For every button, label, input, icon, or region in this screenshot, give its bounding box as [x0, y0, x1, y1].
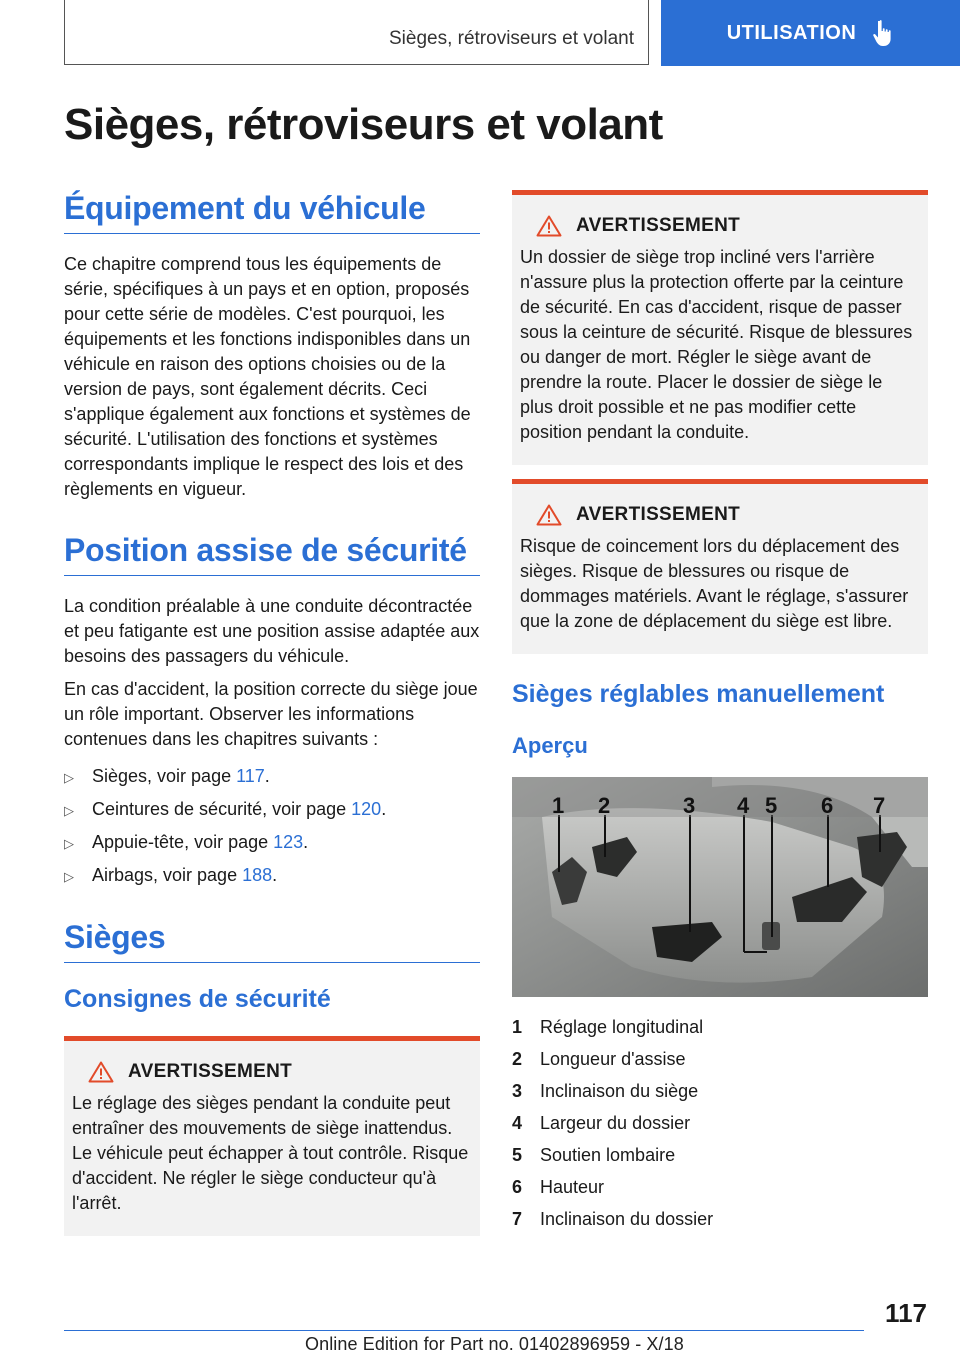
warning-title: AVERTISSEMENT: [128, 1061, 293, 1082]
seat-illustration: [512, 777, 928, 997]
left-column: [64, 190, 480, 1236]
page-link-120[interactable]: 120: [351, 799, 382, 819]
list-item: 5 Soutien lombaire: [512, 1145, 676, 1165]
triangle-bullet-icon: ▷: [64, 803, 74, 818]
warning-triangle-icon: [88, 1061, 114, 1083]
list-item: ▷ Airbags, voir page 188.: [64, 863, 480, 889]
page-number: 117: [885, 1298, 927, 1328]
paragraph-position-2: En cas d'accident, la position correcte du siège joue un rôle important. Observer les informations contenues dans les chapitres suivants :: [64, 679, 478, 749]
warning-title: AVERTISSEMENT: [576, 215, 741, 236]
header-section-title: Sièges, rétroviseurs et volant: [388, 28, 634, 49]
list-item: 1 Réglage longitudinal: [512, 1017, 704, 1037]
callout-legend: [512, 1011, 928, 1235]
seat-controls-photo: [512, 777, 928, 997]
triangle-bullet-icon: ▷: [64, 869, 74, 884]
list-item: 4 Largeur du dossier: [512, 1113, 691, 1133]
warning-box-2: [512, 190, 928, 465]
warning-triangle-icon: [536, 215, 562, 237]
callout-6: 6: [821, 793, 834, 818]
warning-box-1: [64, 1036, 480, 1236]
callout-7: 7: [873, 793, 886, 818]
heading-sieges-reglables: Sièges réglables manuellement: [512, 680, 885, 708]
list-item: 7 Inclinaison du dossier: [512, 1209, 714, 1229]
callout-2: 2: [598, 793, 611, 818]
list-item: ▷ Appuie-tête, voir page 123.: [64, 830, 480, 856]
triangle-bullet-icon: ▷: [64, 836, 74, 851]
warning-box-3: [512, 479, 928, 654]
list-item: 3 Inclinaison du siège: [512, 1081, 699, 1101]
callout-1: 1: [552, 793, 565, 818]
paragraph-equipement: Ce chapitre comprend tous les équipements de série, spécifiques à un pays et en option, proposés pour cette série de modèles. C'est pourquoi, les équipements et les fonctions indisponibles dans un véhicule en raison des options choisies ou de la version de pays, sont également décrits. Ceci s'applique également aux fonctions et systèmes de sécurité. L'utilisation des fonctions et systèmes correspondants implique le respect des lois et des règlements en vigueur.: [64, 254, 471, 499]
heading-equipement: Équipement du véhicule: [64, 190, 480, 234]
tab-utilisation-label: UTILISATION: [726, 21, 857, 44]
heading-consignes-securite: Consignes de sécurité: [64, 985, 331, 1013]
list-item: ▷ Sièges, voir page 117.: [64, 764, 480, 790]
header-rule-bottom: [64, 64, 649, 65]
warning-text: Le réglage des sièges pendant la conduite peut entraîner des mouvements de siège inattendus. Le véhicule peut échapper à tout contrôle. Risque d'accident. Ne régler le siège conducteur qu'à l'arrêt.: [72, 1093, 469, 1213]
list-item: 2 Longueur d'assise: [512, 1049, 686, 1069]
paragraph-position-1: La condition préalable à une conduite décontractée et peu fatigante est une position assise adaptée aux besoins des passagers du véhicule.: [64, 596, 480, 666]
list-item: ▷ Ceintures de sécurité, voir page 120.: [64, 797, 480, 823]
footer-edition: Online Edition for Part no. 01402896959 - X/18: [305, 1334, 684, 1354]
header-rule-left: [64, 0, 65, 65]
warning-text: Risque de coincement lors du déplacement des sièges. Risque de blessures ou risque de dommages matériels. Avant le réglage, s'assurer que la zone de déplacement du siège est libre.: [520, 536, 909, 631]
right-column: [512, 190, 928, 1235]
heading-position-assise: Position assise de sécurité: [64, 532, 480, 576]
pointing-hand-icon: [870, 19, 894, 47]
page-link-117[interactable]: 117: [236, 766, 265, 786]
tab-utilisation[interactable]: [661, 0, 960, 66]
page-link-123[interactable]: 123: [273, 832, 304, 852]
callout-3: 3: [683, 793, 696, 818]
heading-sieges: Sièges: [64, 919, 480, 963]
footer-rule: [64, 1330, 864, 1331]
bullet-list: [64, 764, 480, 889]
header-rule-right: [648, 0, 649, 65]
page-title: Sièges, rétroviseurs et volant: [64, 100, 663, 149]
triangle-bullet-icon: ▷: [64, 770, 74, 785]
warning-text: Un dossier de siège trop incliné vers l'arrière n'assure plus la protection offerte par la ceinture de sécurité. En cas d'accident, risque de passer sous la ceinture de sécurité. Risque de blessures ou danger de mort. Régler le siège avant de prendre la route. Placer le dossier de siège le plus droit possible et ne pas modifier cette position pendant la conduite.: [520, 247, 913, 442]
callout-4: 4: [737, 793, 750, 818]
warning-title: AVERTISSEMENT: [576, 504, 741, 525]
callout-5: 5: [765, 793, 778, 818]
warning-triangle-icon: [536, 504, 562, 526]
list-item: 6 Hauteur: [512, 1177, 605, 1197]
page-link-188[interactable]: 188: [242, 865, 273, 885]
heading-apercu: Aperçu: [512, 733, 588, 758]
